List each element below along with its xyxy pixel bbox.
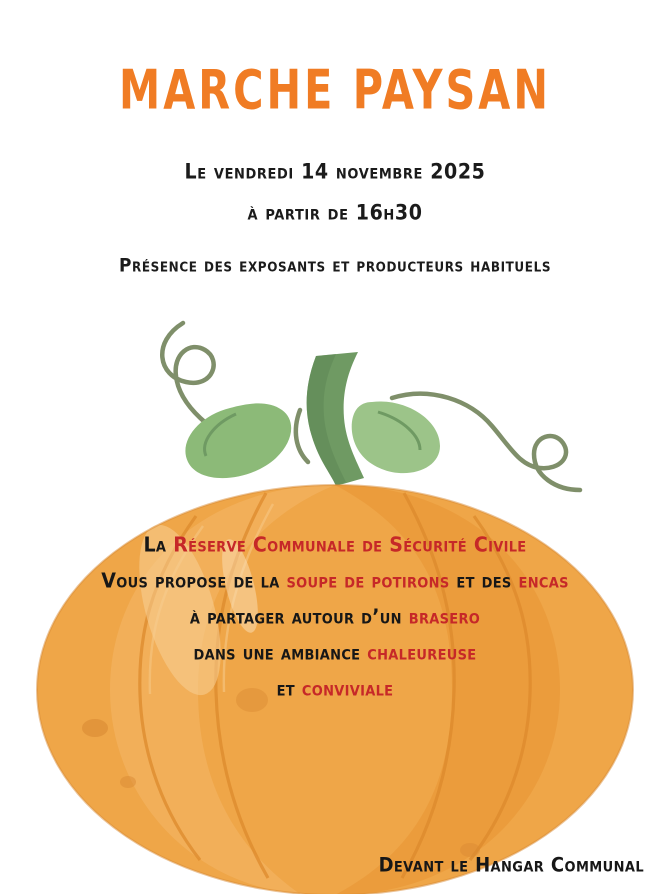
body-line-5 [0,679,670,700]
event-date: Le vendredi 14 novembre 2025 [184,160,486,185]
location-footer: Devant le Hangar Communal [378,854,644,877]
body-line-2-part-d: encas [518,569,569,593]
body-line-2-part-a: Vous propose de la [101,569,287,593]
body-line-4 [0,643,670,664]
body-line-4-part-a: dans une ambiance [193,641,368,665]
body-line-2-part-b: soupe de potirons [286,569,450,593]
body-line-3 [0,607,670,628]
body-line-5-part-b: conviviale [301,677,394,701]
body-line-2 [0,571,670,592]
body-line-4-part-b: chaleureuse [367,641,477,665]
event-time: à partir de 16h30 [247,201,423,226]
exhibitors-note: Présence des exposants et producteurs habituels [118,255,552,277]
body-line-1-part-b: Réserve Communale de Sécurité Civile [173,533,527,557]
body-line-2-part-c: et des [449,569,519,593]
page-title: MARCHE PAYSAN [119,58,551,122]
body-line-3-part-b: brasero [408,605,481,629]
body-text-block [0,533,670,716]
body-line-1-part-a: La [143,533,174,557]
body-line-5-part-a: et [276,677,302,701]
body-line-3-part-a: à partager autour d’un [189,605,409,629]
body-line-1 [0,535,670,556]
